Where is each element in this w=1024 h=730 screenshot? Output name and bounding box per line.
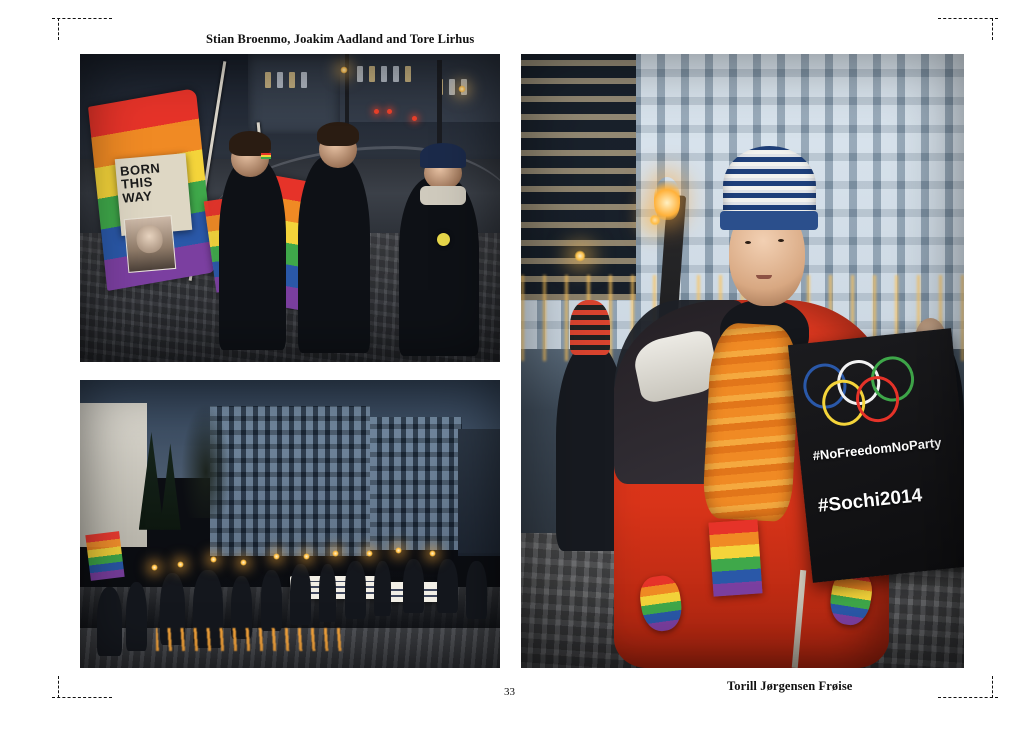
photo-vignette bbox=[521, 54, 964, 668]
page-number: 33 bbox=[504, 686, 515, 698]
photo-woman-sign bbox=[521, 54, 964, 668]
protest-sign-text: BORN THIS WAY bbox=[119, 160, 161, 205]
crop-mark-top-left bbox=[52, 18, 112, 40]
photo-vignette bbox=[80, 54, 500, 362]
photographer-caption: Torill Jørgensen Frøise bbox=[727, 679, 853, 693]
authors-caption: Stian Broenmo, Joakim Aadland and Tore Lirhus bbox=[206, 32, 475, 46]
crop-mark-bottom-left bbox=[52, 676, 112, 698]
crop-mark-bottom-right bbox=[938, 676, 998, 698]
photo-vignette bbox=[80, 380, 500, 668]
crop-mark-top-right bbox=[938, 18, 998, 40]
photo-rally-flags bbox=[80, 54, 500, 362]
photo-torch-march bbox=[80, 380, 500, 668]
sign-hashtag-line-1: #NoFreedomNoParty bbox=[812, 435, 943, 464]
sign-hashtag-line-2: #Sochi2014 bbox=[817, 485, 924, 518]
